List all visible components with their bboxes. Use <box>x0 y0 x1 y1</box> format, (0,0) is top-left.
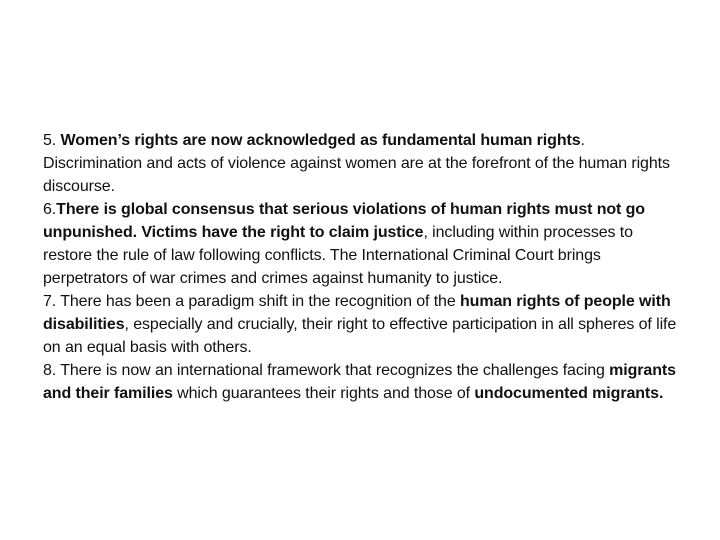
point-6-emphasis: There is global consensus that serious violations of human rights must not go unpunished. Victims have the right to claim justice <box>43 201 645 241</box>
point-8 <box>43 359 683 405</box>
point-5 <box>43 129 683 198</box>
point-6 <box>43 198 683 290</box>
point-7-text-start: 7. There has been a paradigm shift in the recognition of the <box>43 293 460 310</box>
point-7-text-end: , especially and crucially, their right to effective participation in all spheres of life on an equal basis with others. <box>43 316 677 356</box>
point-6-number: 6. <box>43 201 57 218</box>
point-5-text: . Discrimination and acts of violence against women are at the forefront of the human rights discourse. <box>43 132 670 195</box>
point-7-emphasis: human rights of people with disabilities <box>43 293 671 333</box>
point-7 <box>43 290 683 359</box>
body-text <box>43 129 683 405</box>
point-5-number: 5. <box>43 132 61 149</box>
point-5-emphasis: Women’s rights are now acknowledged as fundamental human rights <box>60 132 581 149</box>
point-8-text-start: 8. There is now an international framework that recognizes the challenges facing <box>43 362 610 379</box>
point-8-emphasis-undocumented: undocumented migrants. <box>474 385 664 402</box>
point-8-text-middle: which guarantees their rights and those of <box>172 385 475 402</box>
point-8-emphasis-families: migrants and their families <box>43 362 676 402</box>
point-6-text: , including within processes to restore the rule of law following conflicts. The International Criminal Court brings perpetrators of war crimes and crimes against humanity to justice. <box>43 224 633 287</box>
